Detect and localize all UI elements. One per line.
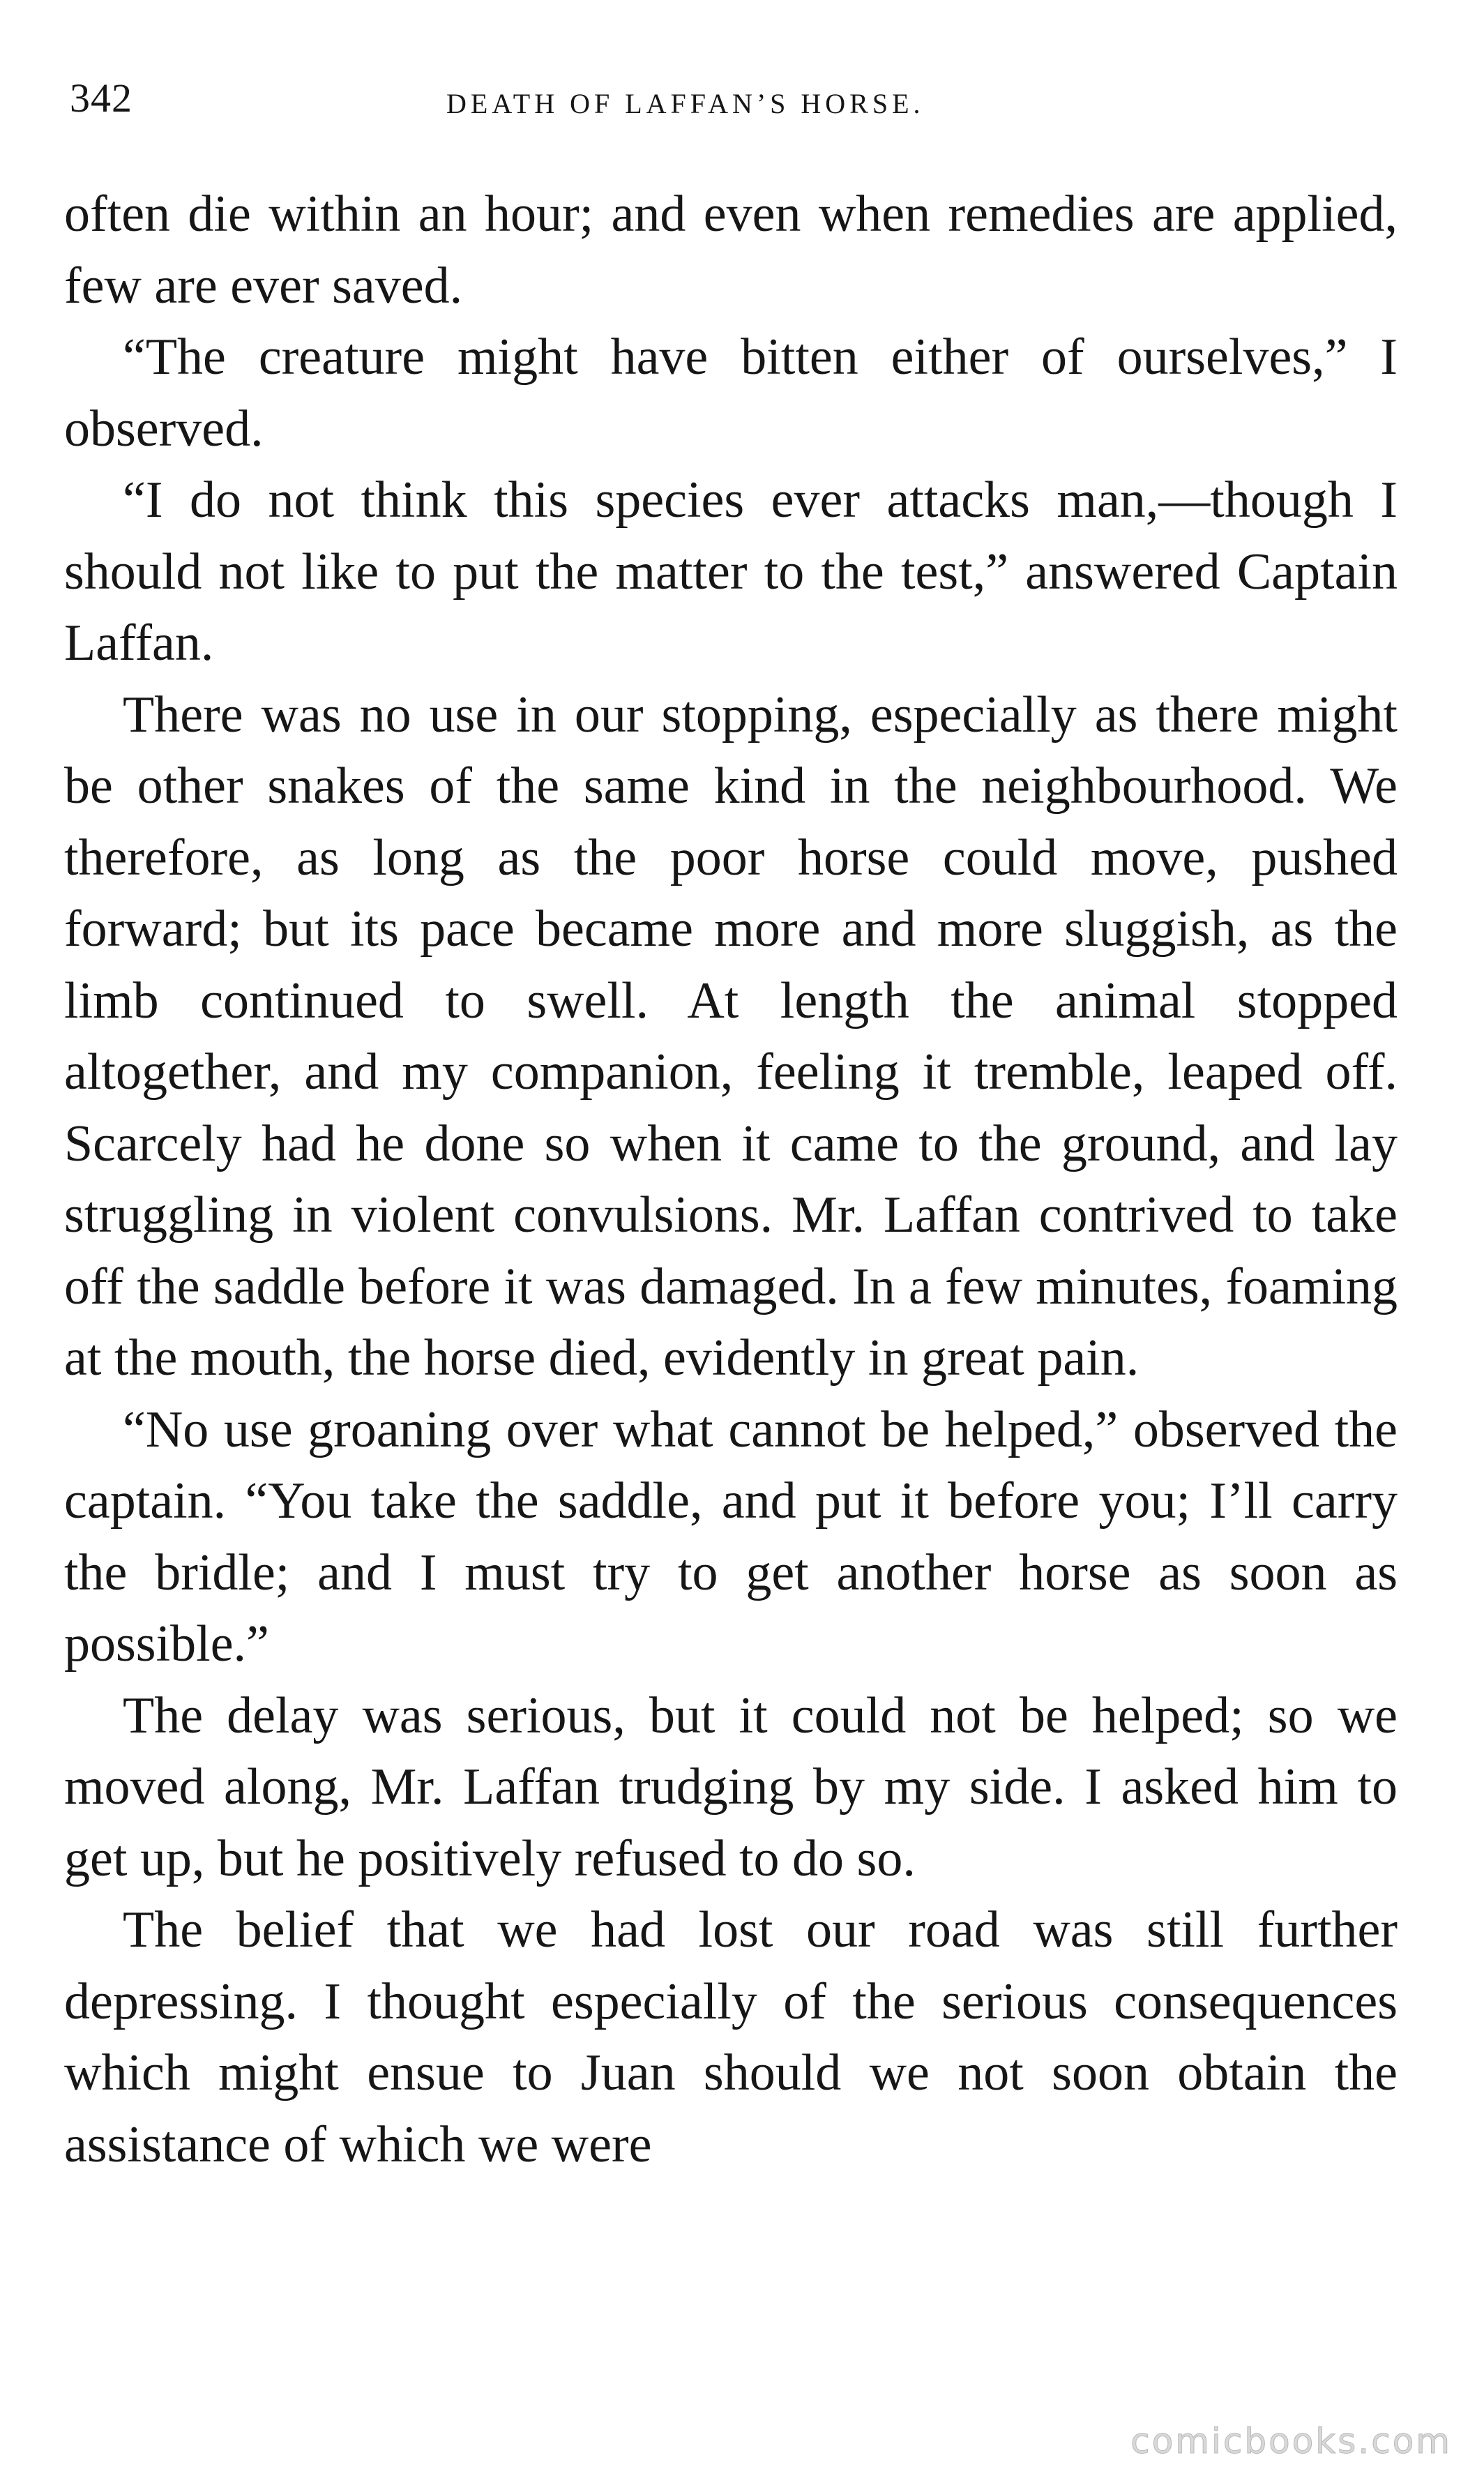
paragraph: “No use groaning over what cannot be helped,” observed the captain. “You take the saddle, and put it before you; I’ll carry the bridle; and I must try to get another horse as soon as possible.” xyxy=(64,1401,1398,1673)
body-text xyxy=(64,179,1398,2180)
paragraph: There was no use in our stopping, especially as there might be other snakes of the same kind in the neighbourhood. We therefore, as long as the poor horse could move, pushed forward; but its pace became more and more sluggish, as the limb continued to swell. At length the animal stopped altogether, and my companion, feeling it tremble, leaped off. Scarcely had he done so when it came to the ground, and lay struggling in violent convulsions. Mr. Laffan contrived to take off the saddle before it was damaged. In a few minutes, foaming at the mouth, the horse died, evidently in great pain. xyxy=(64,686,1398,1387)
paragraph: “The creature might have bitten either of ourselves,” I observed. xyxy=(64,329,1398,458)
page-number: 342 xyxy=(70,75,132,121)
paragraph: The belief that we had lost our road was still further depressing. I thought especially of the serious consequences which might ensue to Juan should we not soon obtain the assistance of which we were xyxy=(64,1901,1398,2173)
running-head xyxy=(70,67,1395,130)
paragraph-continued: often die within an hour; and even when remedies are applied, few are ever saved. xyxy=(64,186,1398,315)
watermark: comicbooks.com xyxy=(1130,2421,1452,2461)
paragraph: The delay was serious, but it could not be helped; so we moved along, Mr. Laffan trudging by my side. I asked him to get up, but he positively refused to do so. xyxy=(64,1686,1398,1887)
paragraph: “I do not think this species ever attacks man,—though I should not like to put the matter to the test,” answered Captain Laffan. xyxy=(64,471,1398,672)
running-title: DEATH OF LAFFAN’S HORSE. xyxy=(446,88,925,119)
